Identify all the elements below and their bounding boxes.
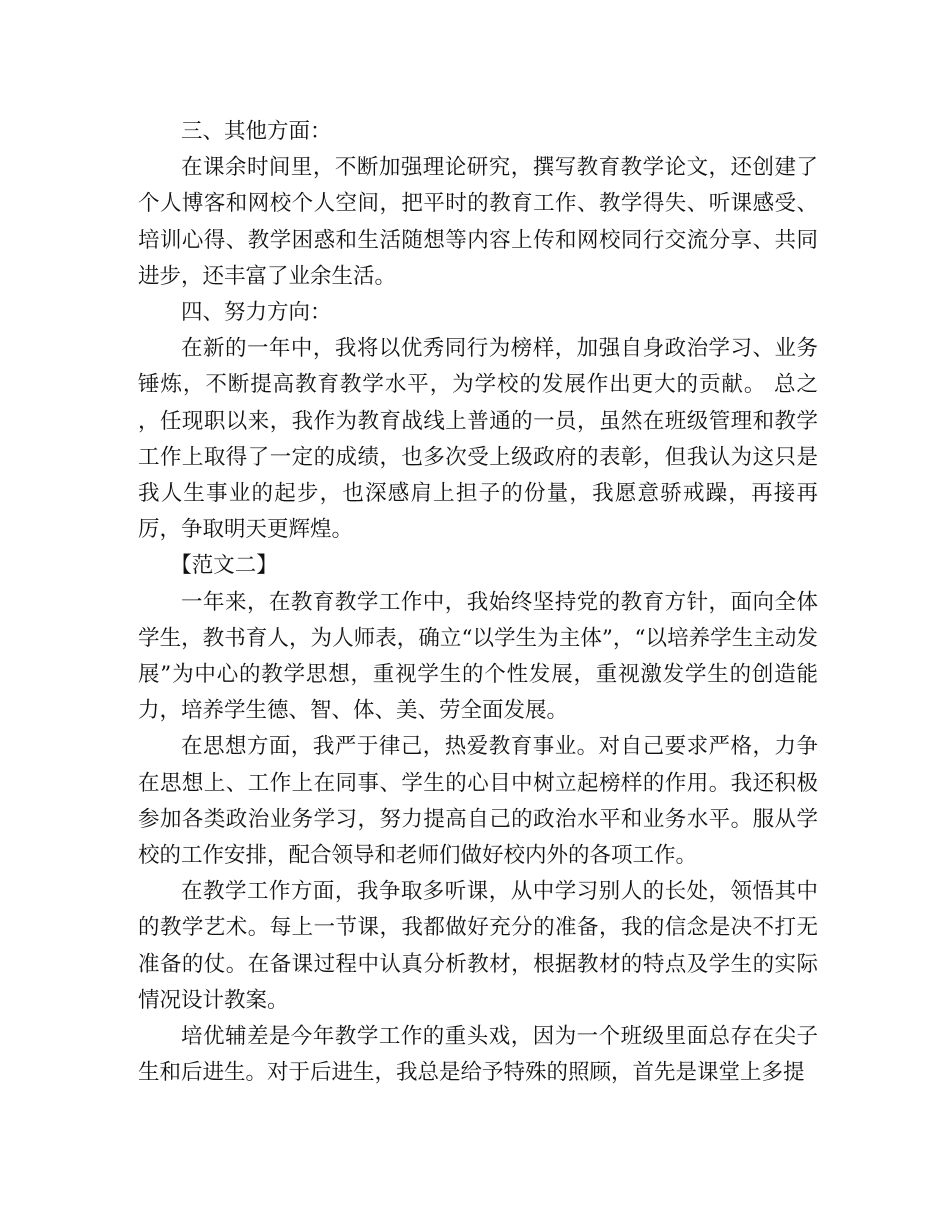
paragraph-tutoring: 培优辅差是今年教学工作的重头戏，因为一个班级里面总存在尖子生和后进生。对于后进生，我总是给予特殊的照顾，首先是课堂上多提 bbox=[138, 1024, 818, 1086]
paragraph-spare-time: 在课余时间里，不断加强理论研究，撰写教育教学论文，还创建了个人博客和网校个人空间，把平时的教育工作、教学得失、听课感受、培训心得、教学困惑和生活随想等内容上传和网校同行交流分享、共同进步，还丰富了业余生活。 bbox=[138, 155, 818, 289]
section-heading-future-direction: 四、努力方向： bbox=[181, 300, 332, 326]
paragraph-year-overview: 一年来，在教育教学工作中，我始终坚持党的教育方针，面向全体学生，教书育人，为人师表，确立“以学生为主体”，“以培养学生主动发展”为中心的教学思想，重视学生的个性发展，重视激发学生的创造能力，培养学生德、智、体、美、劳全面发展。 bbox=[138, 589, 818, 724]
document-body bbox=[138, 114, 818, 1091]
section-heading-other-aspects: 三、其他方面： bbox=[181, 119, 332, 144]
paragraph-teaching-work: 在教学工作方面，我争取多听课，从中学习别人的长处，领悟其中的教学艺术。每上一节课，我都做好充分的准备，我的信念是决不打无准备的仗。在备课过程中认真分析教材，根据教材的特点及学生的实际情况设计教案。 bbox=[138, 879, 818, 1013]
sample-two-heading: 【范文二】 bbox=[170, 553, 278, 579]
paragraph-ideology: 在思想方面，我严于律己，热爱教育事业。对自己要求严格，力争在思想上、工作上在同事、学生的心目中树立起榜样的作用。我还积极参加各类政治业务学习，努力提高自己的政治水平和业务水平。服从学校的工作安排，配合领导和老师们做好校内外的各项工作。 bbox=[138, 734, 818, 869]
paragraph-new-year-summary: 在新的一年中，我将以优秀同行为榜样，加强自身政治学习、业务锤炼，不断提高教育教学水平，为学校的发展作出更大的贡献。 总之 ，任现职以来，我作为教育战线上普通的一员，虽然在班级管理和教学工作上取得了一定的成绩，也多次受上级政府的表彰，但我认为这只是我人生事业的起步，也深感肩上担子的份量，我愿意骄戒躁，再接再厉，争取明天更辉煌。 bbox=[138, 336, 818, 543]
